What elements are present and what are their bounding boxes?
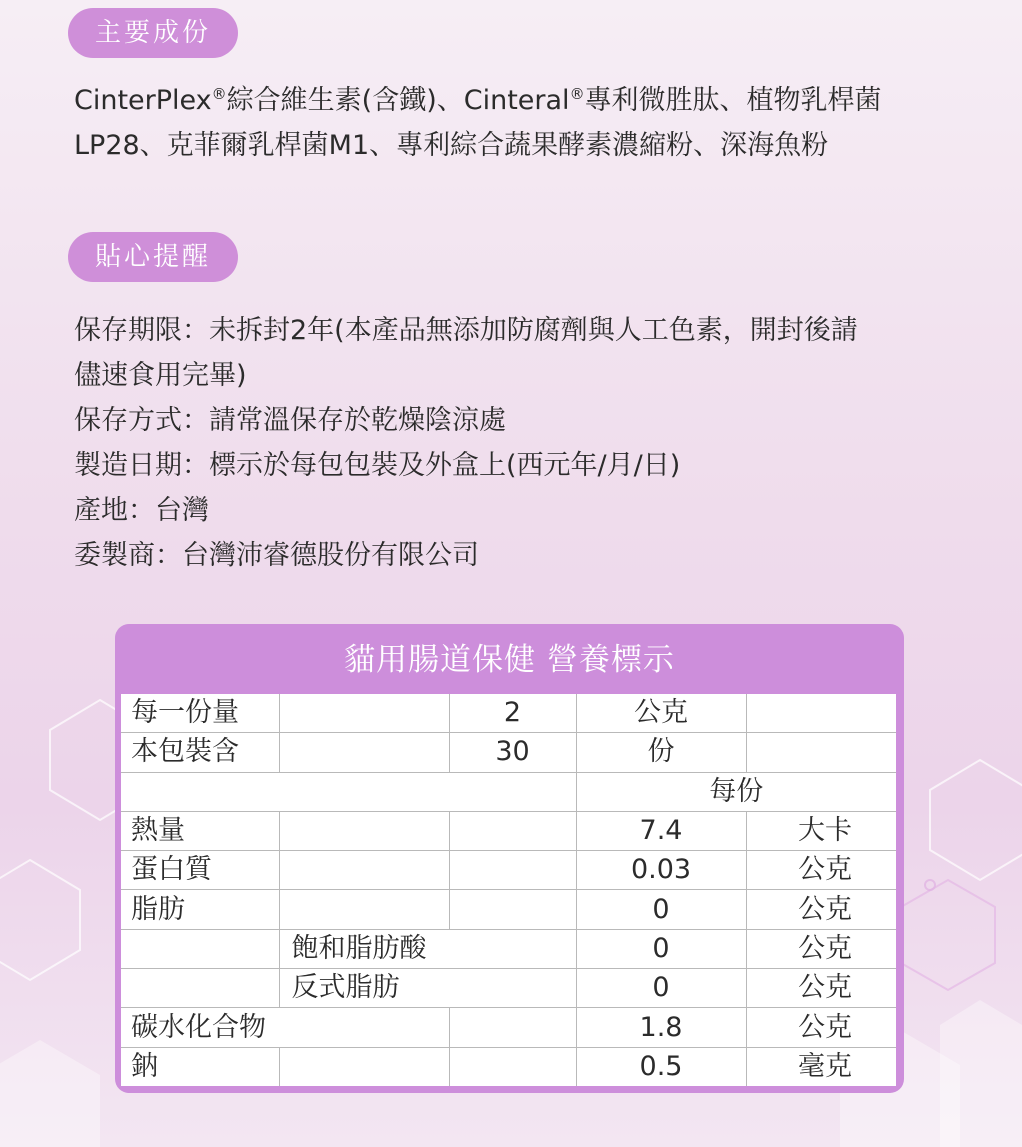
notes-text — [74, 308, 974, 578]
nutrient-name: 脂肪 — [121, 890, 279, 929]
table-row — [121, 772, 896, 811]
nutrient-unit: 大卡 — [746, 811, 896, 850]
nutrition-label-title: 貓用腸道保健 營養標示 — [344, 642, 675, 678]
nutrient-name: 鈉 — [121, 1047, 279, 1086]
table-row — [121, 890, 896, 929]
notes-badge: 貼心提醒 — [68, 232, 238, 282]
nutrient-unit: 公克 — [746, 929, 896, 968]
nutrient-value: 0 — [576, 890, 746, 929]
nutrition-table — [121, 694, 896, 1086]
table-row — [121, 1047, 896, 1086]
nutrient-name: 反式脂肪 — [279, 969, 576, 1008]
serving-size-value: 2 — [449, 694, 576, 733]
nutrient-name: 飽和脂肪酸 — [279, 929, 576, 968]
ingredients-line-1: CinterPlex®綜合維生素(含鐵)、Cinteral®專利微胜肽、植物乳桿菌 — [74, 85, 882, 116]
shelf-life-line: 保存期限：未拆封2年(本產品無添加防腐劑與人工色素，開封後請 — [74, 315, 858, 346]
ingredients-badge: 主要成份 — [68, 8, 238, 58]
origin-line: 產地：台灣 — [74, 495, 209, 526]
table-row — [121, 929, 896, 968]
table-row — [121, 811, 896, 850]
table-row — [121, 1008, 896, 1047]
table-row — [121, 969, 896, 1008]
nutrient-value: 1.8 — [576, 1008, 746, 1047]
nutrient-value: 0 — [576, 929, 746, 968]
nutrient-value: 0.5 — [576, 1047, 746, 1086]
nutrient-value: 0.03 — [576, 851, 746, 890]
manufacture-date-line: 製造日期：標示於每包包裝及外盒上(西元年/月/日) — [74, 450, 681, 481]
nutrient-unit: 公克 — [746, 851, 896, 890]
ingredients-line-2: LP28、克菲爾乳桿菌M1、專利綜合蔬果酵素濃縮粉、深海魚粉 — [74, 130, 829, 161]
nutrient-name: 碳水化合物 — [121, 1008, 449, 1047]
per-serving-header: 每份 — [576, 772, 896, 811]
servings-label: 本包裝含 — [121, 733, 279, 772]
manufacturer-line: 委製商：台灣沛睿德股份有限公司 — [74, 540, 479, 571]
storage-line: 保存方式：請常溫保存於乾燥陰涼處 — [74, 405, 506, 436]
nutrition-label-panel — [115, 624, 904, 1093]
servings-unit: 份 — [576, 733, 746, 772]
nutrient-value: 7.4 — [576, 811, 746, 850]
nutrient-unit: 毫克 — [746, 1047, 896, 1086]
serving-size-label: 每一份量 — [121, 694, 279, 733]
servings-value: 30 — [449, 733, 576, 772]
nutrient-unit: 公克 — [746, 969, 896, 1008]
serving-size-unit: 公克 — [576, 694, 746, 733]
nutrient-name: 熱量 — [121, 811, 279, 850]
nutrient-unit: 公克 — [746, 1008, 896, 1047]
nutrient-value: 0 — [576, 969, 746, 1008]
table-row — [121, 733, 896, 772]
nutrient-name: 蛋白質 — [121, 851, 279, 890]
ingredients-text — [74, 78, 974, 168]
shelf-life-line-cont: 儘速食用完畢) — [74, 360, 247, 391]
table-row — [121, 694, 896, 733]
nutrient-unit: 公克 — [746, 890, 896, 929]
table-row — [121, 851, 896, 890]
